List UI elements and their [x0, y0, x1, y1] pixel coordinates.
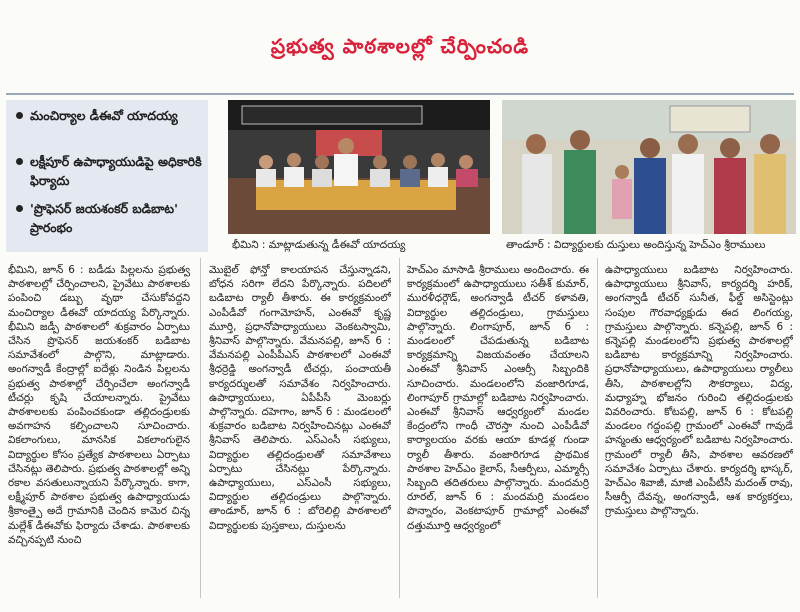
article-column-4 — [605, 263, 793, 593]
highlight-item — [16, 106, 206, 125]
article-column-2 — [209, 263, 391, 593]
article-column-3 — [407, 263, 589, 593]
headline-divider — [6, 93, 794, 95]
highlight-item — [16, 152, 206, 190]
headline: ప్రభుత్వ పాఠశాలల్లో చేర్పించండి — [270, 34, 530, 58]
article-column-1 — [8, 263, 190, 593]
distribution-photo-image — [502, 100, 796, 234]
column-divider — [597, 258, 598, 598]
meeting-photo-caption: భీమిని : మాట్లాడుతున్న డీఈవో యాదయ్య — [232, 239, 406, 251]
article-text: మొబైల్ ఫోన్తో కాలయాపన చేస్తున్నాడని, బోధన సరిగా లేదని పేర్కొన్నారు. పదిలలో బడిబాట ర్యాలీ తీశారు. ఈ కార్యక్రమంలో ఎంపీడీవో గంగామోహన్, ఎంఈవో కృష్ణ మూర్తి, ప్రధానోపాధ్యాయులు వెంకటస్వామి, శ్రీనివాస్ పాల్గొన్నారు. వేమనపల్లి, జూన్ 6 : వేమనపల్లి ఎంపీపీఎస్ పాఠశాలలో ఎంఈవో శ్రీధర్రెడ్డి అంగన్వాడీ టీచర్లు, పంచాయతీ కార్యదర్శులతో సమావేశం నిర్వహించారు. ఉపాధ్యాయులు, ఏపీపీసీ మెంబర్లు పాల్గొన్నారు. దహెగాం, జూన్ 6 : మండలంలో శుక్రవారం బడిబాట నిర్వహించినట్లు ఎంఈవో శ్రీనివాస్ తెలిపారు. ఎస్ఎంసీ సభ్యులు, విద్యార్థుల తల్లిదండ్రులతో సమావేశాలు ఏర్పాటు చేసినట్లు పేర్కొన్నారు. ఉపాధ్యాయులు, ఎస్ఎంసీ సభ్యులు, విద్యార్థుల తల్లిదండ్రులు పాల్గొన్నారు. తాండూర్, జూన్ 6 : బోరెలిల్లి పాఠశాలలో విద్యార్థులకు పుస్తకాలు, దుస్తులను — [209, 264, 391, 532]
column-divider — [399, 258, 400, 598]
highlight-item — [16, 199, 206, 237]
column-divider — [200, 258, 201, 598]
highlight-text: 'ప్రొఫెసర్ జయశంకర్ బడిబాట' ప్రారంభం — [30, 201, 178, 235]
highlights-box — [6, 100, 208, 252]
highlight-text: మంచిర్యాల డీఈవో యాదయ్య — [30, 108, 178, 123]
distribution-photo-caption: తాండూర్ : విద్యార్థులకు దుస్తులు అందిస్తున్న హెచ్ఎం శ్రీరాములు — [506, 239, 766, 251]
meeting-photo — [228, 100, 490, 234]
bullet-dot-icon — [16, 112, 23, 119]
highlight-text: లక్షీపూర్ ఉపాధ్యాయుడిపై అధికారికి ఫిర్యాదు — [30, 154, 202, 188]
article-text: ఉపాధ్యాయులు బడిబాట నిర్వహించారు. ఉపాధ్యాయులు శ్రీనివాస్, కార్యదర్శి హరిక్, అంగన్వాడీ టీచర్ సునీత, ఫీల్డ్ అసిస్టెంట్లు సంపుల గౌరవాధ్యక్షుడు ఈద లింగయ్య, గ్రామస్తులు పాల్గొన్నారు. కన్నెపల్లి, జూన్ 6 : కన్నెపల్లి మండలంలోని ప్రభుత్వ పాఠశాలల్లో బడిబాట కార్యక్రమాన్ని నిర్వహించారు. ప్రధానోపాధ్యాయులు, ఉపాధ్యాయులు ర్యాలీలు తీసి, పాఠశాలల్లోని సౌకర్యాలు, విద్య, మధ్యాహ్న భోజనం గురించి తల్లిదండ్రులకు వివరించారు. కోటపల్లి, జూన్ 6 : కోటపల్లి మండలం గద్దంపల్లి గ్రామంలో ఎంఈవో గావుడే హన్మంతు ఆధ్వర్యంలో బడిబాట నిర్వహించారు. గ్రామంలో ర్యాలీ తీసి, పాఠశాల ఆవరణలో సమావేశం ఏర్పాటు చేశారు. కార్యదర్శి భాస్కర్, హెచ్ఎం శివాజీ, మాజీ ఎంపీటీసీ మదంత్ రావు, సీఆర్పీ దేవన్న, అంగన్వాడీ, ఆశ కార్యకర్తలు, గ్రామస్తులు పాల్గొన్నారు. — [605, 264, 793, 518]
bullet-dot-icon — [16, 205, 23, 212]
article-text: భీమిని, జూన్ 6 : బడీడు పిల్లలను ప్రభుత్వ పాఠశాలల్లో చేర్పించాలని, ప్రైవేటు పాఠశాలకు పంపించి డబ్బు వృథా చేసుకోవద్దని మంచిర్యాల డీఈవో యాదయ్య పేర్కొన్నారు. భీమిని జడ్పీ పాఠశాలలో శుక్రవారం ఏర్పాటు చేసిన ప్రొఫెసర్ జయశంకర్ బడిబాట సమావేశంలో పాల్గొని, మాట్లాడారు. అంగన్వాడీ కేంద్రాల్లో ఐదేళ్లు నిండిన పిల్లలను ప్రభుత్వ పాఠశాల్లో చేర్పించేలా అంగన్వాడీ టీచర్లు కృషి చేయాలన్నారు. ప్రైవేటు పాఠశాలలకు పంపించకుండా తల్లిదండ్రులకు అవగాహన కల్పించాలని సూచించారు. వికలాంగులు, మానసిక వికలాంగులైన విద్యార్థుల కోసం ప్రత్యేక పాఠశాలలు ఏర్పాటు చేసినట్లు తెలిపారు. ప్రభుత్వ పాఠశాలల్లో అన్ని రకాల వసతులున్నాయని పేర్కొన్నారు. కాగా, లక్ష్మీపూర్ పాఠశాల ప్రభుత్వ ఉపాధ్యాయుడు శ్రీకాంత్పై అదే గ్రామానికి చెందిన కామెర చిన్న మల్లేశ్ డీఈవోకు ఫిర్యాదు చేశాడు. పాఠశాలకు వచ్చినప్పటి నుంచి — [8, 264, 190, 546]
article-text: హెచ్ఎం మాసాడి శ్రీరాములు అందించారు. ఈ కార్యక్రమంలో ఉపాధ్యాయులు సతీశ్ కుమార్, మురళీధర్గౌడ్, అంగన్వాడీ టీచర్ కళావతి, విద్యార్థుల తల్లిదండ్రులు, గ్రామస్తులు పాల్గొన్నారు. లింగాపూర్, జూన్ 6 : మండలంలో చేపడుతున్న బడిబాట కార్యక్రమాన్ని విజయవంతం చేయాలని ఎంఈవో శ్రీనివాస్ ఎంఆర్సీ సిబ్బందికి సూచించారు. మండలంలోని వంజారిగూడ, లింగాపూర్ గ్రామాల్లో బడిబాట నిర్వహించారు. ఎంఈవో శ్రీనివాస్ ఆధ్వర్యంలో మండల కేంద్రంలోని గాంధీ చౌరస్తా నుంచి ఎంపీడీవో కార్యాలయం వరకు ఆయా కూడళ్ల గుండా ర్యాలీ తీశారు. వంజారిగూడ ప్రాథమిక పాఠశాల హెచ్ఎం కైలాస్, సీఆర్పీలు, ఎమ్మార్సీ సిబ్బంది తదితరులు పాల్గొన్నారు. మందమర్రి రూరల్, జూన్ 6 : మందమర్రి మండలం పొన్నారం, వెంకటాపూర్ గ్రామాల్లో ఎంఈవో దత్తుమూర్తి ఆధ్వర్యంలో — [407, 264, 589, 532]
meeting-photo-image — [228, 100, 490, 234]
bullet-dot-icon — [16, 158, 23, 165]
distribution-photo — [502, 100, 796, 234]
